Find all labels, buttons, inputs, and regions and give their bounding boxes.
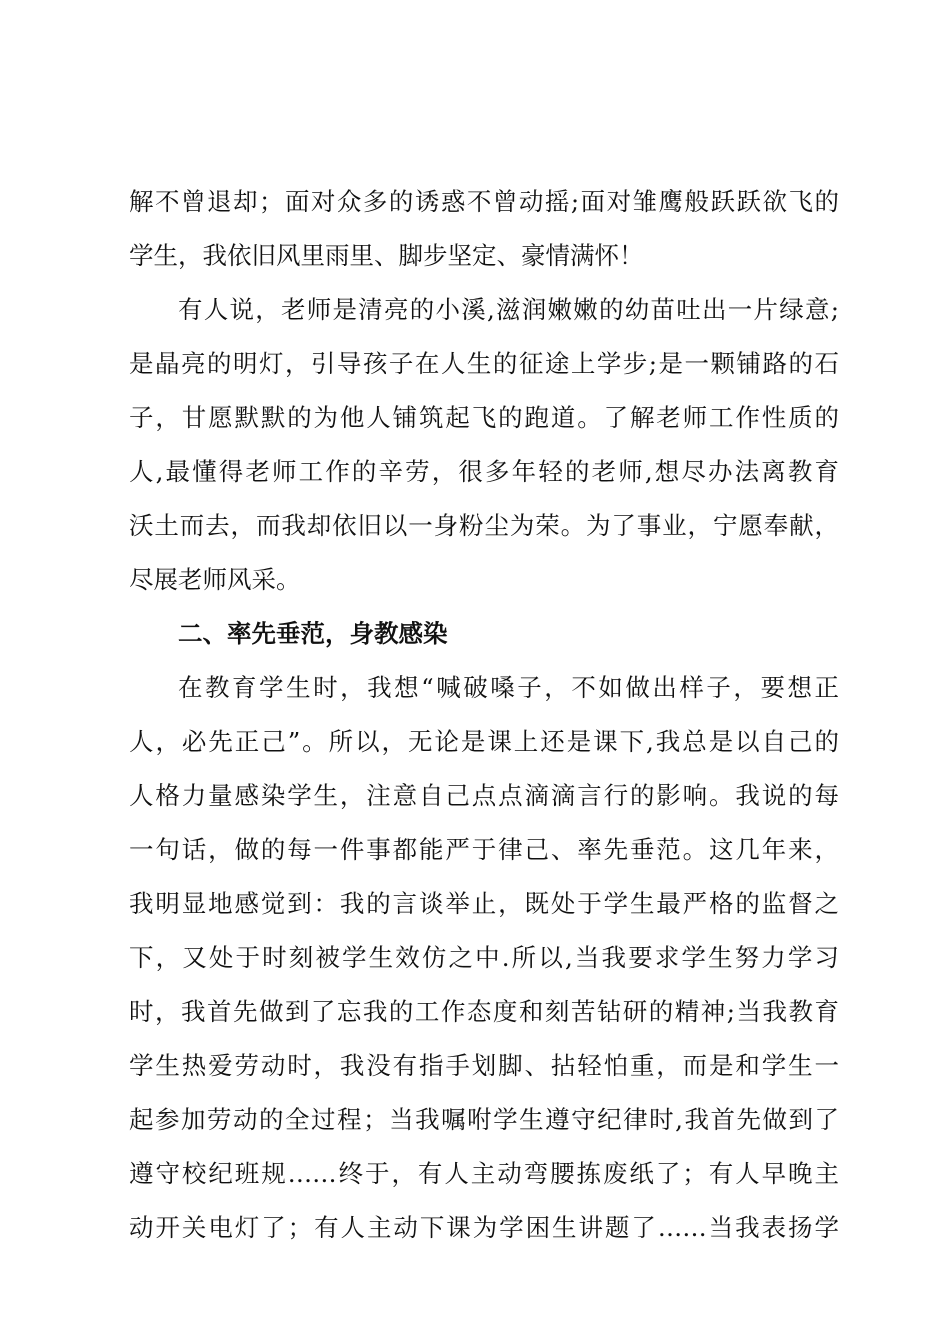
text-line: 子，甘愿默默的为他人铺筑起飞的跑道。了解老师工作性质的 <box>129 403 839 432</box>
text-line: 一句话，做的每一件事都能严于律己、率先垂范。这几年来， <box>129 835 839 864</box>
text-line: 学生热爱劳动时，我没有指手划脚、拈轻怕重，而是和学生一 <box>129 1051 839 1080</box>
text-line: 尽展老师风采。 <box>129 565 301 594</box>
document-body <box>129 175 839 1255</box>
text-line: 沃土而去，而我却依旧以一身粉尘为荣。为了事业，宁愿奉献， <box>129 511 839 540</box>
text-line: 人格力量感染学生，注意自己点点滴滴言行的影响。我说的每 <box>129 781 839 810</box>
text-line: 学生，我依旧风里雨里、脚步坚定、豪情满怀！ <box>129 241 644 270</box>
text-line: 解不曾退却；面对众多的诱惑不曾动摇;面对雏鹰般跃跃欲飞的 <box>129 187 839 216</box>
text-line: 我明显地感觉到：我的言谈举止，既处于学生最严格的监督之 <box>129 889 839 918</box>
text-line: 时，我首先做到了忘我的工作态度和刻苦钻研的精神;当我教育 <box>129 997 839 1026</box>
text-line: 人，必先正己”。所以，无论是课上还是课下,我总是以自己的 <box>129 727 839 756</box>
text-line: 人,最懂得老师工作的辛劳，很多年轻的老师,想尽办法离教育 <box>129 457 839 486</box>
section-heading: 二、率先垂范，身教感染 <box>178 619 448 648</box>
text-line: 有人说，老师是清亮的小溪,滋润嫩嫩的幼苗吐出一片绿意; <box>178 295 839 324</box>
text-line: 下，又处于时刻被学生效仿之中.所以,当我要求学生努力学习 <box>129 943 839 972</box>
text-line: 遵守校纪班规……终于，有人主动弯腰拣废纸了；有人早晚主 <box>129 1159 839 1188</box>
text-line: 起参加劳动的全过程；当我嘱咐学生遵守纪律时,我首先做到了 <box>129 1105 839 1134</box>
text-line: 动开关电灯了；有人主动下课为学困生讲题了……当我表扬学 <box>129 1213 839 1242</box>
text-line: 在教育学生时，我想“喊破嗓子，不如做出样子，要想正 <box>178 673 839 702</box>
text-line: 是晶亮的明灯，引导孩子在人生的征途上学步;是一颗铺路的石 <box>129 349 839 378</box>
